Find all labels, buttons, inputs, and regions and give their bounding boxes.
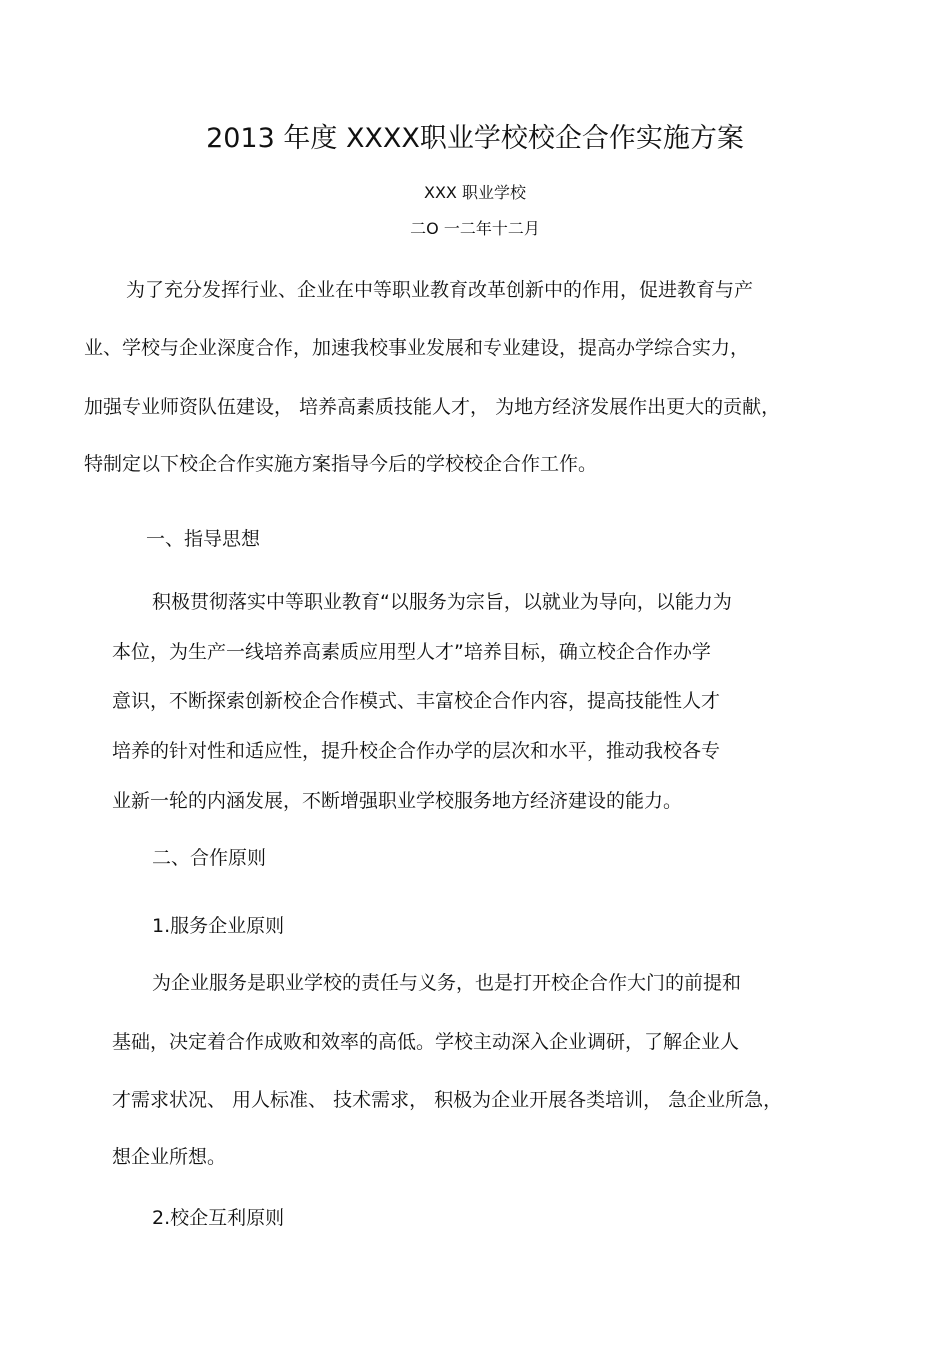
document-date: 二O 一二年十二月 xyxy=(410,219,540,238)
section-line: 培养的针对性和适应性，提升校企合作办学的层次和水平，推动我校各专 xyxy=(112,740,721,762)
subsection-heading: 2.校企互利原则 xyxy=(152,1207,285,1229)
section-line: 本位，为生产一线培养高素质应用型人才”培养目标，确立校企合作办学 xyxy=(112,641,711,663)
document-title: 2013 年度 XXXX职业学校校企合作实施方案 xyxy=(206,123,744,154)
intro-line: 加强专业师资队伍建设， 培养高素质技能人才， 为地方经济发展作出更大的贡献， xyxy=(84,396,781,418)
subsection-line: 才需求状况、 用人标准、 技术需求， 积极为企业开展各类培训， 急企业所急， xyxy=(112,1089,783,1111)
intro-line: 业、学校与企业深度合作，加速我校事业发展和专业建设，提高办学综合实力， xyxy=(84,337,750,359)
intro-line: 为了充分发挥行业、企业在中等职业教育改革创新中的作用，促进教育与产 xyxy=(126,279,754,301)
section-line: 业新一轮的内涵发展，不断增强职业学校服务地方经济建设的能力。 xyxy=(112,790,683,812)
intro-line: 特制定以下校企合作实施方案指导今后的学校校企合作工作。 xyxy=(84,453,598,475)
section-line: 意识，不断探索创新校企合作模式、丰富校企合作内容，提高技能性人才 xyxy=(112,690,721,712)
subsection-line: 为企业服务是职业学校的责任与义务，也是打开校企合作大门的前提和 xyxy=(152,972,742,994)
section-heading: 二、合作原则 xyxy=(152,847,267,869)
subsection-line: 想企业所想。 xyxy=(112,1146,227,1168)
school-name: XXX 职业学校 xyxy=(424,183,526,202)
subsection-heading: 1.服务企业原则 xyxy=(152,915,285,937)
section-line: 积极贯彻落实中等职业教育“以服务为宗旨，以就业为导向，以能力为 xyxy=(152,591,732,613)
section-heading: 一、指导思想 xyxy=(146,528,261,550)
subsection-line: 基础，决定着合作成败和效率的高低。学校主动深入企业调研，了解企业人 xyxy=(112,1031,740,1053)
